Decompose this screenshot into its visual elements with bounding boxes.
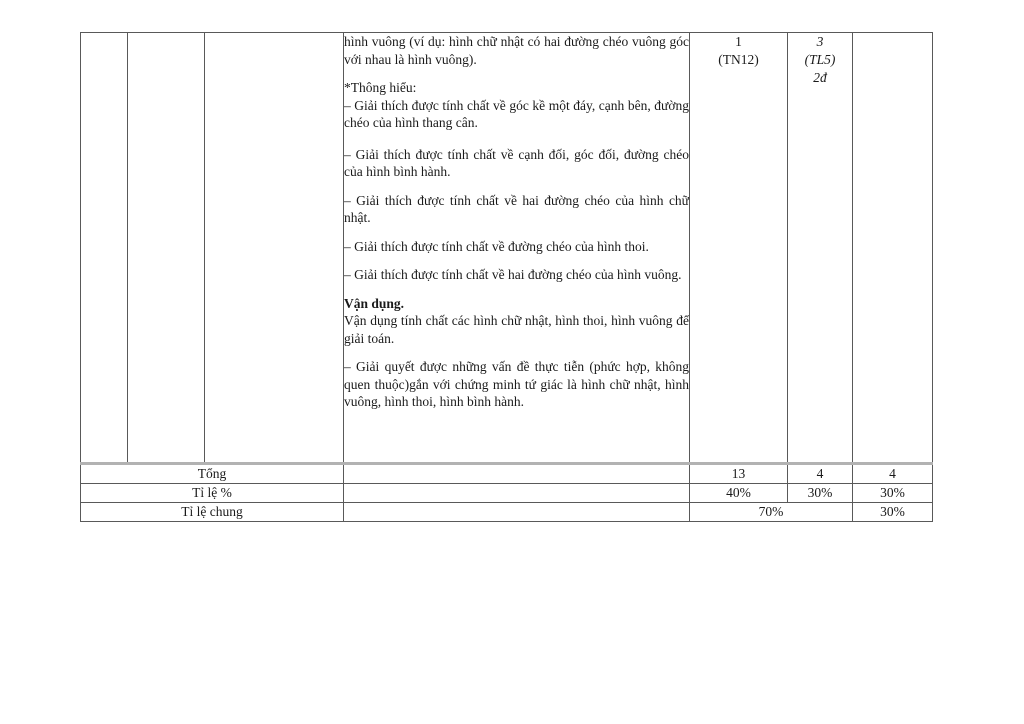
percentage-empty-cell bbox=[344, 484, 690, 503]
paragraph-text: Vận dụng tính chất các hình chữ nhật, hình thoi, hình vuông để giải toán. bbox=[344, 313, 689, 346]
vdc-cell-empty bbox=[853, 33, 933, 464]
total-label: Tổng bbox=[81, 464, 344, 484]
tn-code: (TN12) bbox=[718, 52, 759, 67]
paragraph: – Giải thích được tính chất về hai đường chéo của hình chữ nhật. bbox=[344, 192, 689, 225]
common-percentage-row bbox=[81, 503, 933, 522]
tl-mark-cell bbox=[788, 33, 853, 464]
tl-points: 2đ bbox=[813, 70, 827, 85]
chapter-cell-empty bbox=[128, 33, 205, 464]
paragraph: – Giải thích được tính chất về hai đường chéo của hình vuông. bbox=[344, 267, 682, 282]
common-percentage-empty-cell bbox=[344, 503, 690, 522]
topic-cell-empty bbox=[205, 33, 344, 464]
percentage-row bbox=[81, 484, 933, 503]
paragraph-text: – Giải thích được tính chất về góc kề một đáy, cạnh bên, đường chéo của hình thang cân. bbox=[344, 97, 689, 130]
paragraph: – Giải thích được tính chất về đường chéo của hình thoi. bbox=[344, 238, 649, 254]
level-heading: Vận dụng. bbox=[344, 295, 405, 311]
tn-mark-cell bbox=[690, 33, 788, 464]
total-tl-value: 4 bbox=[788, 464, 853, 484]
total-tn-value: 13 bbox=[690, 464, 788, 484]
percentage-vdc-value: 30% bbox=[853, 484, 933, 503]
exam-matrix-table bbox=[80, 32, 933, 522]
total-vdc-value: 4 bbox=[853, 464, 933, 484]
requirements-text bbox=[344, 33, 689, 455]
paragraph bbox=[344, 79, 689, 132]
paragraph: hình vuông (ví dụ: hình chữ nhật có hai đường chéo vuông góc với nhau là hình vuông). bbox=[344, 34, 689, 67]
total-empty-cell bbox=[344, 464, 690, 484]
stt-cell-empty bbox=[81, 33, 128, 464]
percentage-tn-value: 40% bbox=[690, 484, 788, 503]
total-row bbox=[81, 464, 933, 484]
common-percentage-label: Tỉ lệ chung bbox=[81, 503, 344, 522]
percentage-label: Tỉ lệ % bbox=[81, 484, 344, 503]
tl-code: (TL5) bbox=[804, 52, 836, 67]
paragraph: – Giải thích được tính chất về cạnh đối, góc đối, đường chéo của hình bình hành. bbox=[344, 146, 689, 179]
level-heading: *Thông hiểu: bbox=[344, 80, 417, 95]
common-percentage-70-value: 70% bbox=[690, 503, 853, 522]
requirements-cell bbox=[344, 33, 690, 464]
tl-count: 3 bbox=[816, 34, 824, 49]
common-percentage-30-value: 30% bbox=[853, 503, 933, 522]
content-row bbox=[81, 33, 933, 464]
tn-count: 1 bbox=[735, 34, 742, 49]
paragraph bbox=[344, 295, 689, 348]
percentage-tl-value: 30% bbox=[788, 484, 853, 503]
paragraph: – Giải quyết được những vấn đề thực tiễn (phức hợp, không quen thuộc)gắn với chứng minh tứ giác là hình chữ nhật, hình vuông, hình thoi, hình bình hành. bbox=[344, 359, 689, 409]
